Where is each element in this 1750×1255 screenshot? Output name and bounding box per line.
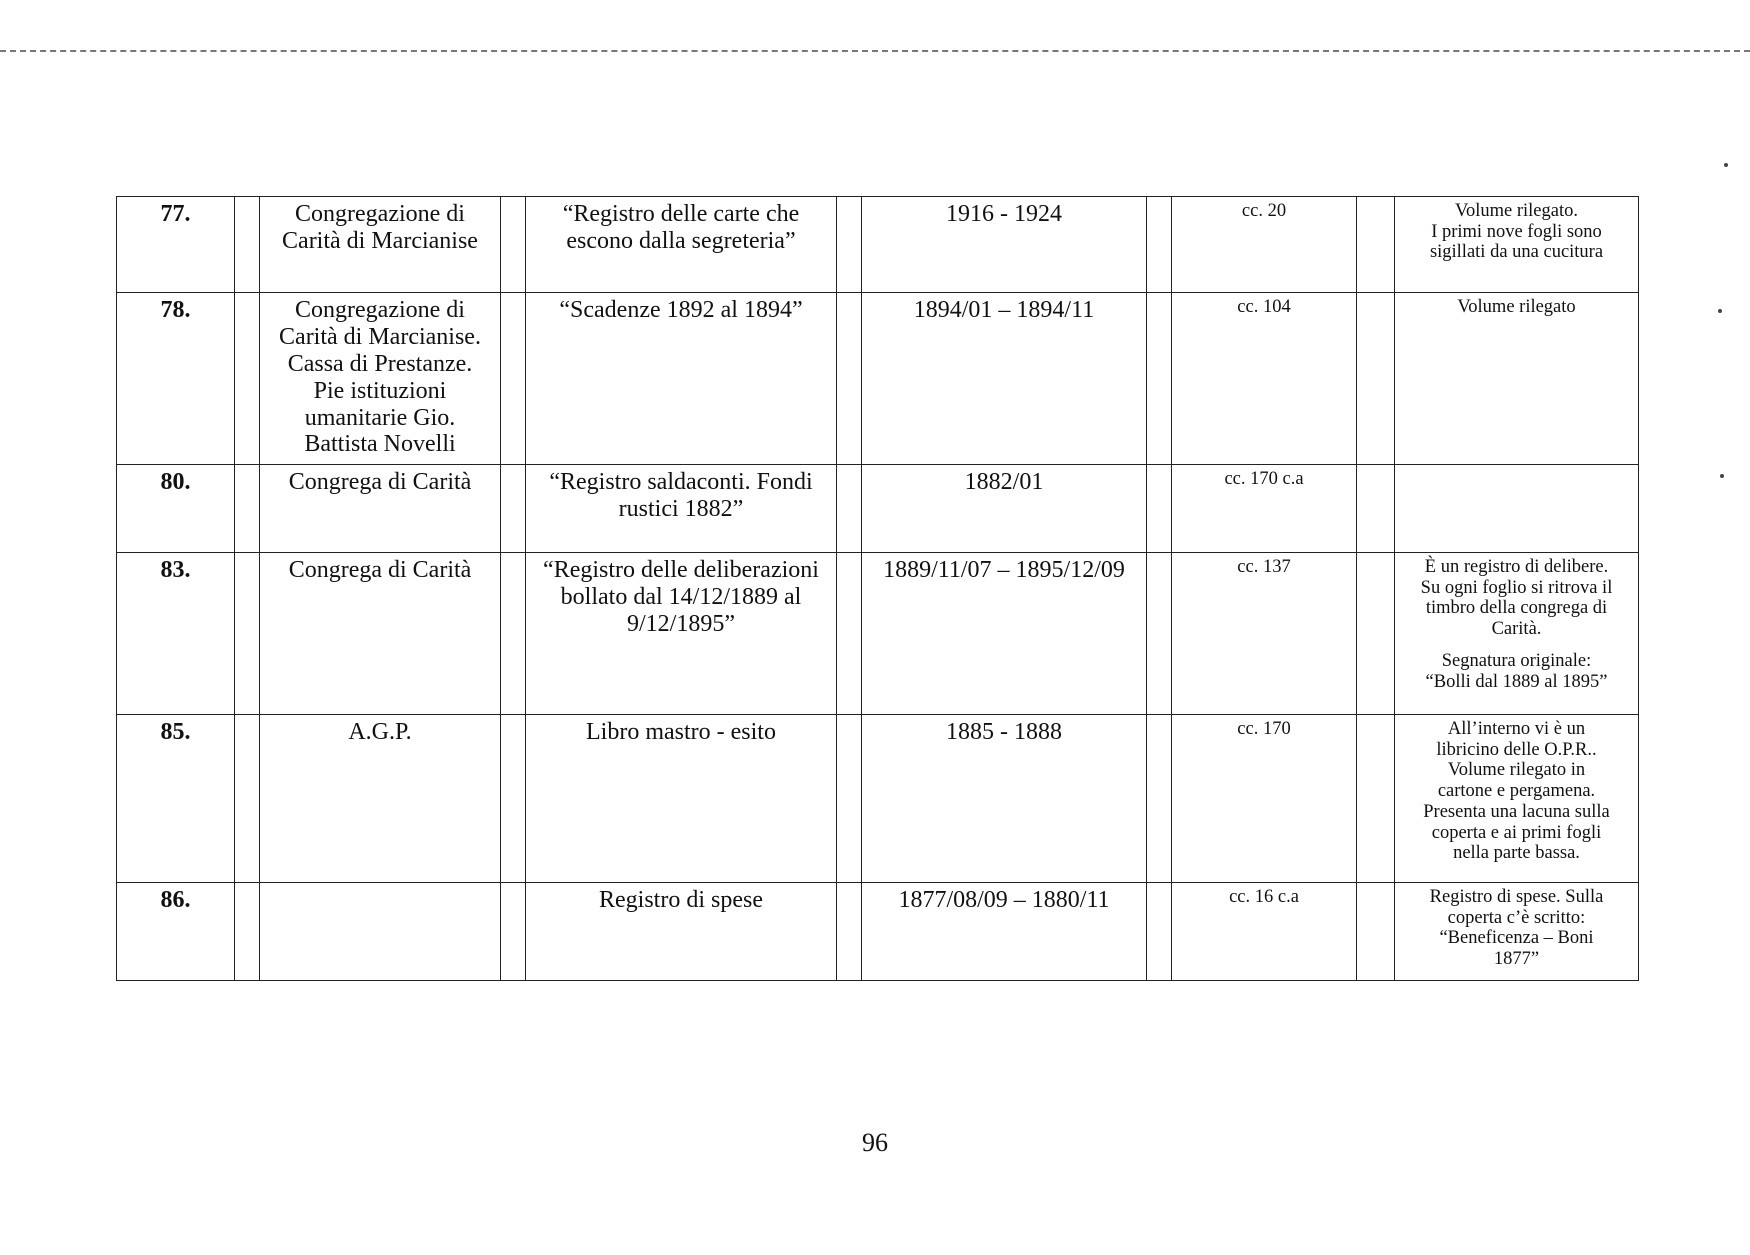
extent: cc. 104 [1172, 293, 1357, 465]
column-spacer [501, 465, 526, 553]
date-range: 1882/01 [862, 465, 1147, 553]
column-spacer [1357, 465, 1395, 553]
column-spacer [501, 293, 526, 465]
column-spacer [235, 715, 260, 883]
record-title-line: bollato dal 14/12/1889 al [560, 583, 802, 610]
record-title-line: “Registro delle deliberazioni [543, 557, 819, 583]
column-spacer [235, 883, 260, 981]
notes [1395, 883, 1639, 981]
notes-line: coperta e ai primi fogli [1431, 822, 1602, 843]
producer-entity [260, 293, 501, 465]
date-range: 1885 - 1888 [862, 715, 1147, 883]
scan-speck [1720, 474, 1724, 478]
notes-line: cartone e pergamena. [1437, 781, 1596, 802]
notes-line: timbro della congrega di [1425, 598, 1608, 619]
notes [1395, 293, 1639, 465]
producer-entity-line: Cassa di Prestanze. [287, 350, 473, 377]
producer-entity-line: Congregazione di [295, 201, 465, 227]
column-spacer [1357, 197, 1395, 293]
column-spacer [501, 553, 526, 715]
producer-entity [260, 197, 501, 293]
record-title-line: rustici 1882” [618, 495, 744, 522]
record-title [526, 293, 837, 465]
column-spacer [501, 883, 526, 981]
column-spacer [501, 715, 526, 883]
record-title [526, 465, 837, 553]
scan-speck [1718, 309, 1722, 313]
producer-entity-line: Battista Novelli [304, 431, 456, 458]
table-row [117, 293, 1639, 465]
notes-line: Volume rilegato in [1447, 760, 1586, 781]
producer-entity-line: Congregazione di [295, 297, 465, 323]
record-title-line: “Scadenze 1892 al 1894” [559, 297, 803, 323]
item-number: 80. [117, 465, 235, 553]
scan-dashed-rule [0, 50, 1750, 52]
notes-line: Volume rilegato [1457, 297, 1576, 317]
record-title-line: escono dalla segreteria” [566, 227, 796, 254]
column-spacer [235, 293, 260, 465]
notes-line [1401, 640, 1632, 651]
column-spacer [837, 197, 862, 293]
table-row [117, 883, 1639, 981]
table-row [117, 715, 1639, 883]
column-spacer [837, 715, 862, 883]
notes-line: Carità. [1491, 619, 1542, 640]
notes-line: sigillati da una cucitura [1429, 242, 1604, 263]
column-spacer [1357, 553, 1395, 715]
notes-line: Su ogni foglio si ritrova il [1420, 577, 1613, 598]
producer-entity-line: Carità di Marcianise [282, 227, 478, 254]
producer-entity-line: Congrega di Carità [288, 557, 472, 583]
page-number: 96 [862, 1128, 888, 1157]
record-title [526, 553, 837, 715]
notes-line: Presenta una lacuna sulla [1423, 801, 1610, 822]
column-spacer [235, 553, 260, 715]
date-range: 1889/11/07 – 1895/12/09 [862, 553, 1147, 715]
notes-line: “Beneficenza – Boni [1439, 928, 1594, 949]
item-number: 83. [117, 553, 235, 715]
scan-speck [1724, 163, 1728, 167]
producer-entity [260, 715, 501, 883]
notes [1395, 197, 1639, 293]
column-spacer [1357, 715, 1395, 883]
record-title-line: “Registro saldaconti. Fondi [549, 469, 813, 495]
date-range: 1894/01 – 1894/11 [862, 293, 1147, 465]
item-number: 77. [117, 197, 235, 293]
inventory-table [116, 196, 1639, 981]
column-spacer [837, 883, 862, 981]
column-spacer [837, 465, 862, 553]
producer-entity-line: umanitarie Gio. [304, 404, 456, 431]
table-row [117, 197, 1639, 293]
extent: cc. 16 c.a [1172, 883, 1357, 981]
record-title-line: “Registro delle carte che [562, 201, 800, 227]
item-number: 86. [117, 883, 235, 981]
column-spacer [1147, 293, 1172, 465]
notes-line: coperta c’è scritto: [1447, 907, 1586, 928]
notes [1395, 465, 1639, 553]
column-spacer [1147, 197, 1172, 293]
column-spacer [1357, 883, 1395, 981]
column-spacer [501, 197, 526, 293]
date-range: 1877/08/09 – 1880/11 [862, 883, 1147, 981]
notes-line: libricino delle O.P.R.. [1436, 739, 1597, 760]
notes-line: Segnatura originale: [1441, 650, 1592, 671]
column-spacer [837, 293, 862, 465]
record-title [526, 883, 837, 981]
extent: cc. 170 [1172, 715, 1357, 883]
extent: cc. 137 [1172, 553, 1357, 715]
producer-entity-line: Carità di Marcianise. [279, 323, 481, 350]
column-spacer [235, 465, 260, 553]
notes-line: Volume rilegato. [1455, 201, 1578, 221]
notes-line: Registro di spese. Sulla [1429, 887, 1604, 907]
record-title-line: Libro mastro - esito [586, 719, 776, 745]
extent: cc. 20 [1172, 197, 1357, 293]
item-number: 85. [117, 715, 235, 883]
notes-line: All’interno vi è un [1447, 719, 1586, 739]
column-spacer [235, 197, 260, 293]
notes-line: nella parte bassa. [1453, 843, 1580, 864]
notes [1395, 553, 1639, 715]
column-spacer [1147, 553, 1172, 715]
producer-entity-line: A.G.P. [348, 719, 412, 745]
date-range: 1916 - 1924 [862, 197, 1147, 293]
producer-entity [260, 465, 501, 553]
notes-line: 1877” [1493, 949, 1540, 970]
notes-line: I primi nove fogli sono [1431, 221, 1602, 242]
record-title [526, 715, 837, 883]
table-row [117, 553, 1639, 715]
column-spacer [1147, 465, 1172, 553]
producer-entity-line: Pie istituzioni [313, 377, 447, 404]
record-title-line: 9/12/1895” [627, 610, 735, 637]
column-spacer [1357, 293, 1395, 465]
record-title [526, 197, 837, 293]
extent: cc. 170 c.a [1172, 465, 1357, 553]
producer-entity [260, 883, 501, 981]
notes [1395, 715, 1639, 883]
item-number: 78. [117, 293, 235, 465]
producer-entity-line: Congrega di Carità [288, 469, 472, 495]
producer-entity [260, 553, 501, 715]
column-spacer [837, 553, 862, 715]
notes-line: È un registro di delibere. [1424, 557, 1609, 577]
table-row [117, 465, 1639, 553]
record-title-line: Registro di spese [599, 887, 763, 913]
column-spacer [1147, 715, 1172, 883]
column-spacer [1147, 883, 1172, 981]
notes-line: “Bolli dal 1889 al 1895” [1425, 671, 1608, 692]
